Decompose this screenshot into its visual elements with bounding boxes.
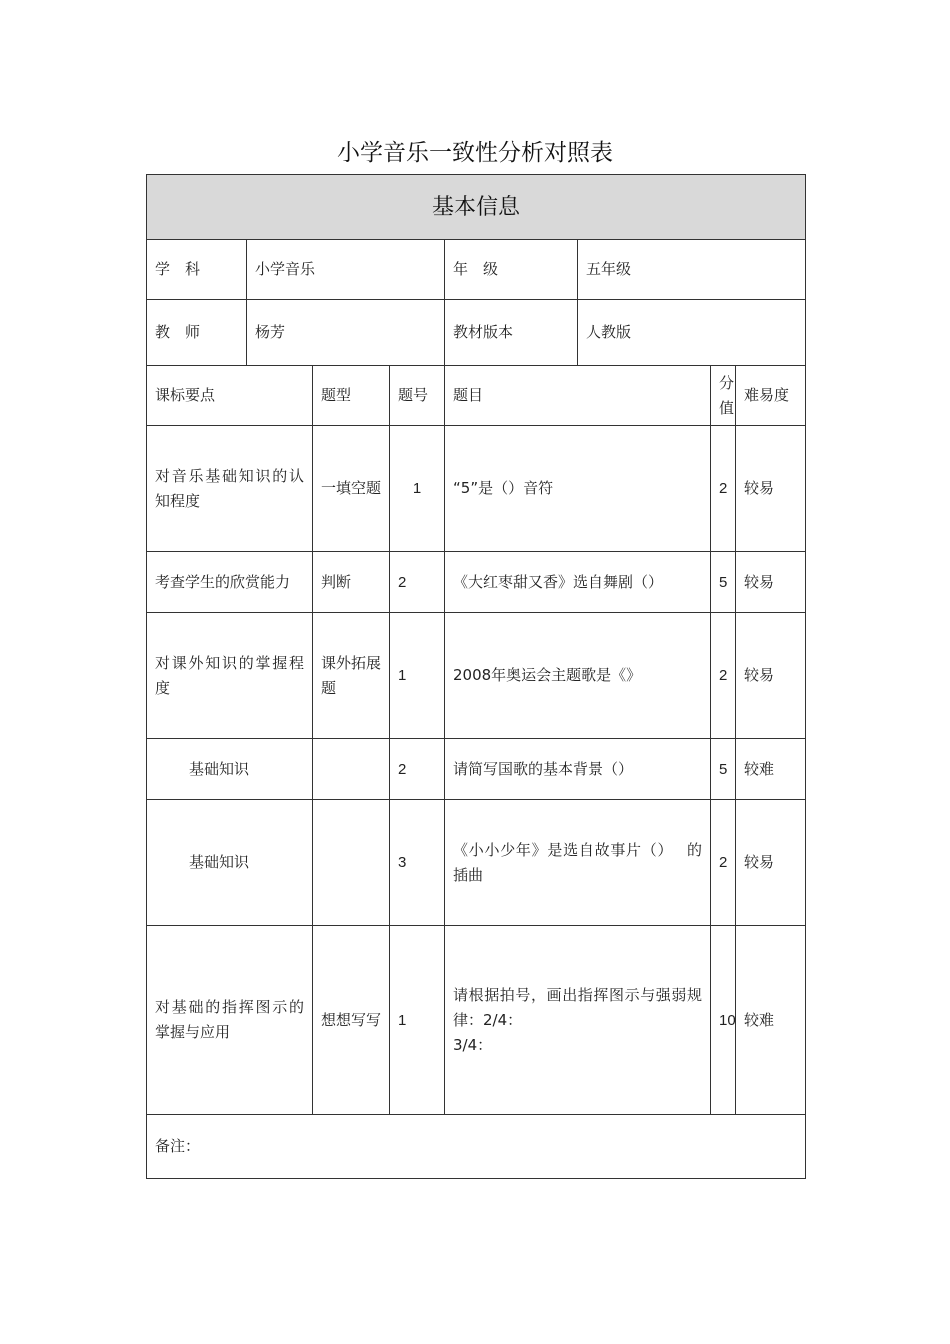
row-score: 2: [711, 613, 736, 739]
row-type: 判断: [313, 552, 390, 613]
row-type: [313, 800, 390, 926]
edition-value: 人教版: [578, 300, 806, 366]
row-no: 2: [390, 739, 445, 800]
teacher-value: 杨芳: [247, 300, 445, 366]
row-no: 2: [390, 552, 445, 613]
remark-label: 备注：: [147, 1115, 806, 1179]
page-title: 小学音乐一致性分析对照表: [337, 140, 613, 166]
analysis-table: [146, 174, 806, 1179]
row-score: 5: [711, 552, 736, 613]
row-difficulty: 较易: [736, 426, 806, 552]
row-score: 5: [711, 739, 736, 800]
row-type: 课外拓展题: [313, 613, 390, 739]
subject-label: 学 科: [147, 240, 247, 300]
column-header-row: [147, 366, 806, 426]
edition-label: 教材版本: [445, 300, 578, 366]
subject-value: 小学音乐: [247, 240, 445, 300]
row-score: 2: [711, 426, 736, 552]
table-row: [147, 426, 806, 552]
row-difficulty: 较难: [736, 926, 806, 1115]
row-point: 对音乐基础知识的认知程度: [147, 426, 313, 552]
grade-label: 年 级: [445, 240, 578, 300]
table-row: [147, 613, 806, 739]
row-score: 10: [711, 926, 736, 1115]
row-difficulty: 较难: [736, 739, 806, 800]
row-question-line1: 请根据拍号，画出指挥图示与强弱规律：2/4：: [453, 985, 702, 1029]
col-header-score: 分值: [711, 366, 736, 426]
row-difficulty: 较易: [736, 800, 806, 926]
row-question: 《大红枣甜又香》选自舞剧（）: [445, 552, 711, 613]
row-difficulty: 较易: [736, 613, 806, 739]
row-type: 一填空题: [313, 426, 390, 552]
table-row: [147, 552, 806, 613]
row-question-line2: 3/4：: [453, 1035, 493, 1054]
row-point: 基础知识: [147, 739, 313, 800]
row-question: “5”是（）音符: [445, 426, 711, 552]
row-score: 2: [711, 800, 736, 926]
basic-info-header: 基本信息: [147, 175, 806, 240]
table-row: [147, 800, 806, 926]
row-question: 2008年奥运会主题歌是《》: [445, 613, 711, 739]
row-no: 3: [390, 800, 445, 926]
teacher-row: [147, 300, 806, 366]
remark-row: [147, 1115, 806, 1179]
row-point: 对课外知识的掌握程度: [147, 613, 313, 739]
col-header-point: 课标要点: [147, 366, 313, 426]
col-header-type: 题型: [313, 366, 390, 426]
col-header-no: 题号: [390, 366, 445, 426]
teacher-label: 教 师: [147, 300, 247, 366]
grade-value: 五年级: [578, 240, 806, 300]
table-row: [147, 926, 806, 1115]
row-question: 《小小少年》是选自故事片（） 的插曲: [445, 800, 711, 926]
col-header-difficulty: 难易度: [736, 366, 806, 426]
row-point: 对基础的指挥图示的掌握与应用: [147, 926, 313, 1115]
row-type: 想想写写: [313, 926, 390, 1115]
table-row: [147, 739, 806, 800]
subject-row: [147, 240, 806, 300]
row-no: 1: [390, 426, 445, 552]
row-difficulty: 较易: [736, 552, 806, 613]
row-question: 请简写国歌的基本背景（）: [445, 739, 711, 800]
row-point: 基础知识: [147, 800, 313, 926]
row-point: 考查学生的欣赏能力: [147, 552, 313, 613]
basic-info-header-row: [147, 175, 806, 240]
row-no: 1: [390, 926, 445, 1115]
row-no: 1: [390, 613, 445, 739]
col-header-question: 题目: [445, 366, 711, 426]
row-question: [445, 926, 711, 1115]
row-type: [313, 739, 390, 800]
